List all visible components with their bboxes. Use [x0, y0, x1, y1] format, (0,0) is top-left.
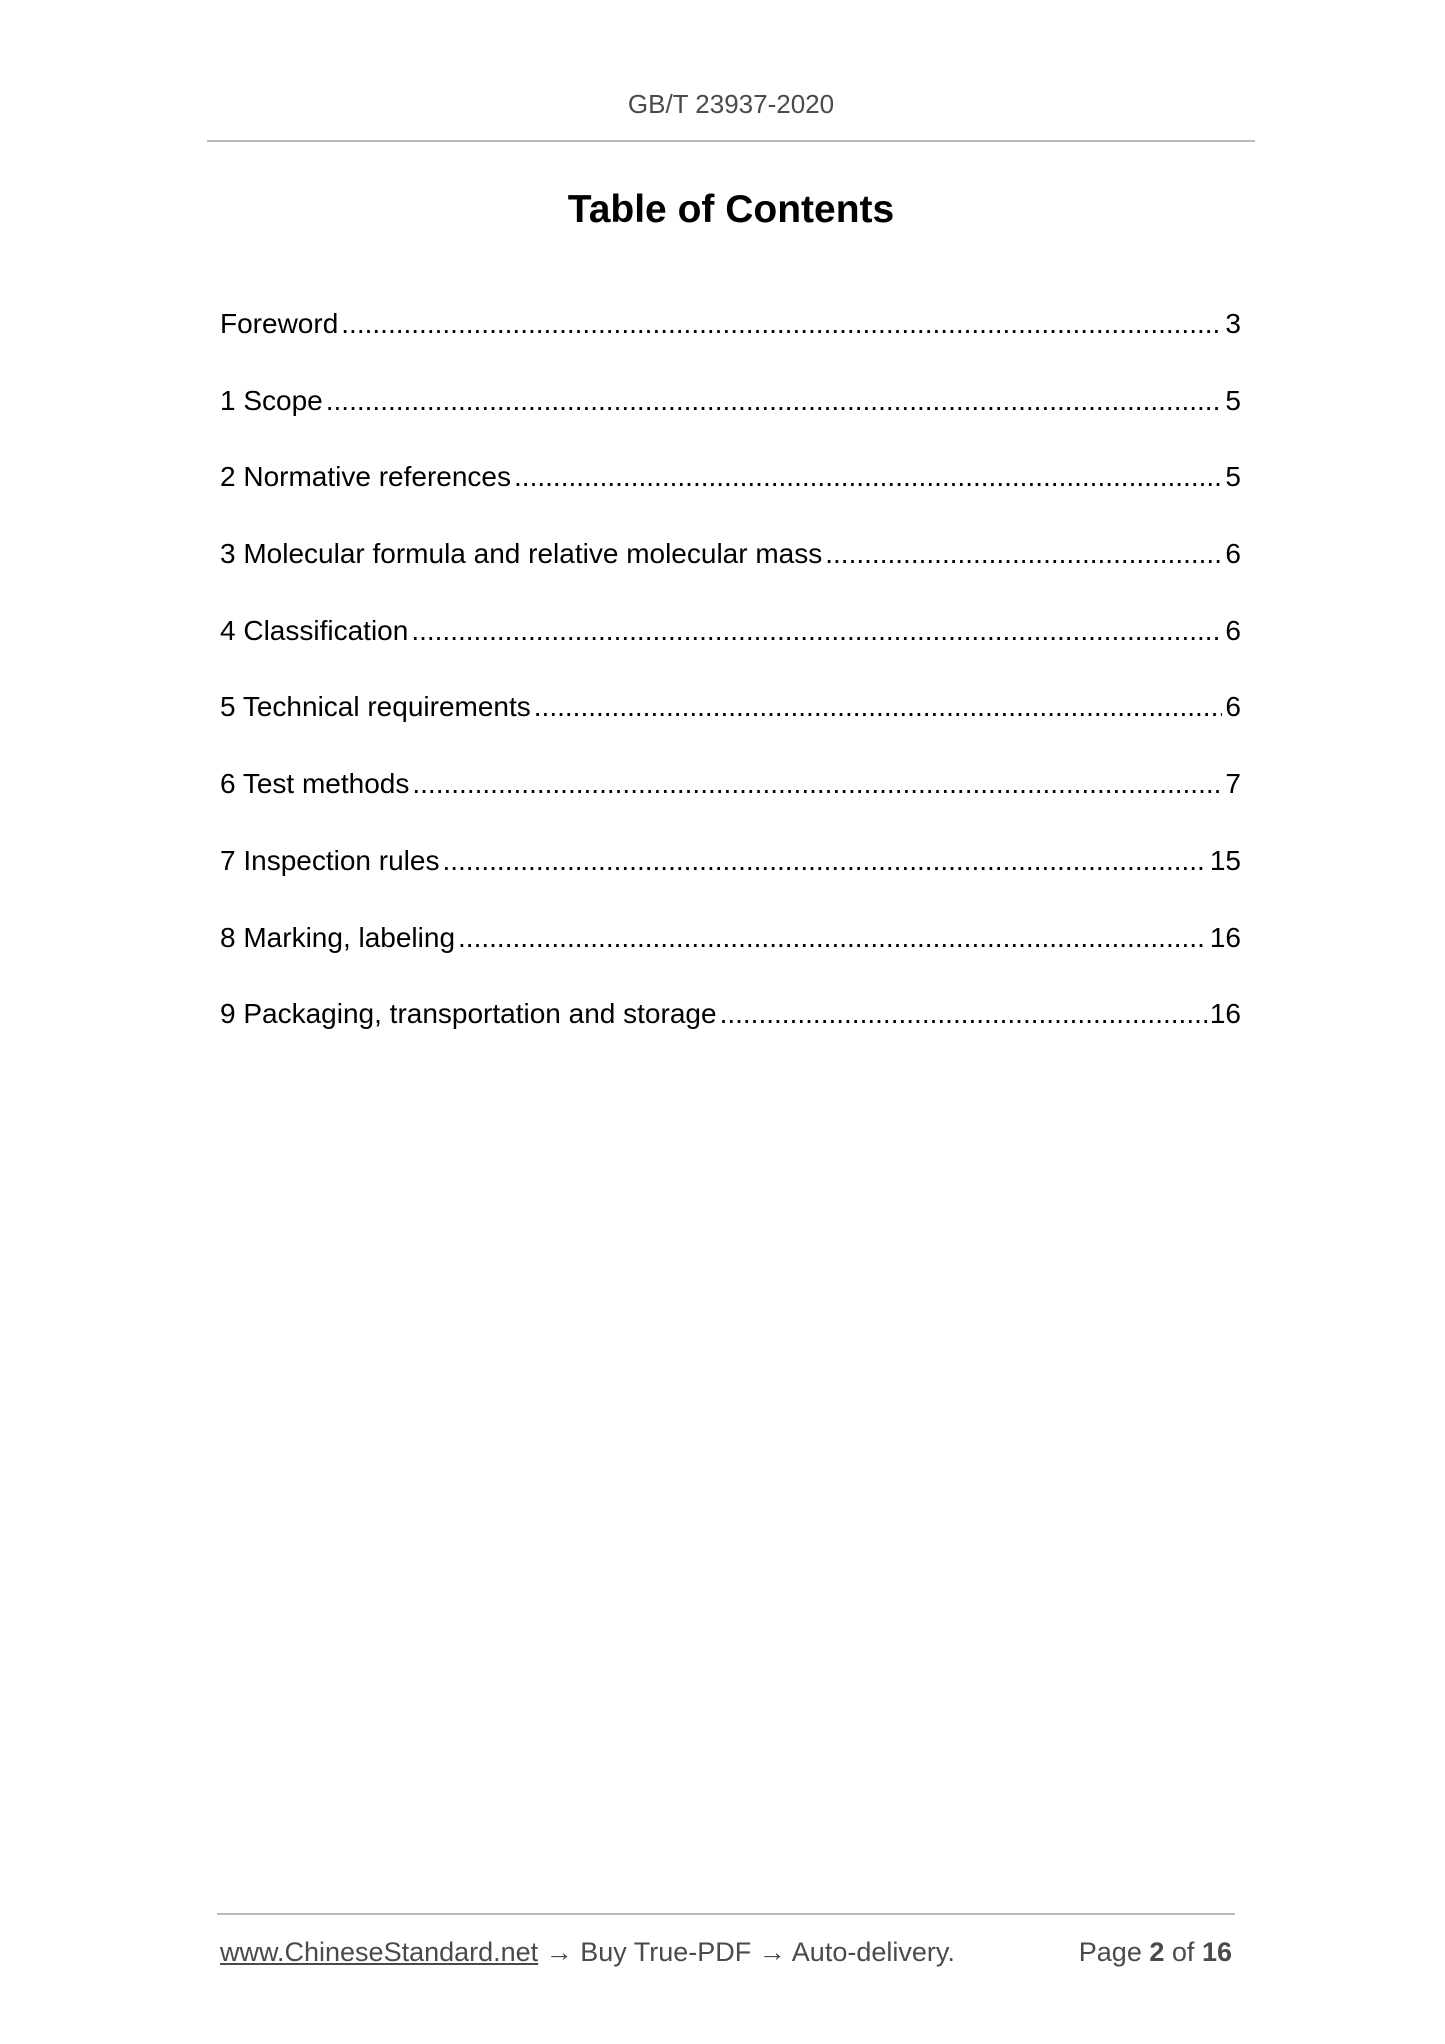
toc-entry-page: 6	[1225, 538, 1241, 570]
arrow-right-icon: →	[545, 1937, 573, 1967]
toc-entry-label: 2 Normative references	[220, 461, 512, 493]
auto-delivery-text: Auto-delivery.	[791, 1937, 955, 1967]
page-footer	[220, 1932, 1232, 1972]
toc-entry-test-methods[interactable]	[220, 764, 1241, 841]
toc-dot-leader	[341, 304, 1222, 344]
toc-dot-leader	[534, 687, 1223, 727]
header-divider	[207, 140, 1255, 142]
toc-entry-foreword[interactable]	[220, 304, 1241, 381]
toc-dot-leader	[326, 381, 1223, 421]
toc-entry-page: 7	[1225, 768, 1241, 800]
current-page: 2	[1149, 1937, 1165, 1967]
toc-entry-page: 16	[1209, 921, 1241, 953]
toc-entry-page: 6	[1225, 691, 1241, 723]
table-of-contents	[220, 304, 1241, 1071]
toc-entry-label: 8 Marking, labeling	[220, 921, 456, 953]
toc-dot-leader	[411, 611, 1222, 651]
toc-entry-label: 5 Technical requirements	[220, 691, 531, 723]
toc-dot-leader	[825, 534, 1222, 574]
toc-entry-scope[interactable]	[220, 381, 1241, 458]
toc-dot-leader	[720, 994, 1207, 1034]
toc-entry-label: 3 Molecular formula and relative molecular mass	[220, 538, 823, 570]
toc-entry-page: 16	[1209, 998, 1241, 1030]
toc-entry-label: 6 Test methods	[220, 768, 410, 800]
toc-entry-page: 5	[1225, 384, 1241, 416]
toc-dot-leader	[458, 918, 1207, 958]
toc-entry-page: 5	[1225, 461, 1241, 493]
toc-entry-packaging[interactable]	[220, 994, 1241, 1071]
toc-dot-leader	[412, 764, 1222, 804]
toc-entry-molecular-formula[interactable]	[220, 534, 1241, 611]
page-word: Page	[1078, 1937, 1142, 1967]
page-number	[1079, 1932, 1232, 1972]
of-word: of	[1171, 1937, 1195, 1967]
toc-entry-normative-references[interactable]	[220, 457, 1241, 534]
toc-entry-label: 7 Inspection rules	[220, 844, 440, 876]
document-code-header: GB/T 23937-2020	[627, 89, 835, 119]
toc-entry-classification[interactable]	[220, 611, 1241, 688]
buy-true-pdf-text: Buy True-PDF	[580, 1937, 752, 1967]
footer-promo	[220, 1932, 955, 1972]
total-pages: 16	[1201, 1937, 1232, 1967]
toc-entry-label: 4 Classification	[220, 614, 409, 646]
site-link[interactable]: www.ChineseStandard.net	[220, 1937, 539, 1967]
toc-entry-technical-requirements[interactable]	[220, 687, 1241, 764]
toc-entry-page: 15	[1209, 844, 1241, 876]
toc-dot-leader	[514, 457, 1222, 497]
toc-entry-inspection-rules[interactable]	[220, 841, 1241, 918]
toc-entry-label: Foreword	[220, 308, 339, 339]
page-title: Table of Contents	[567, 188, 895, 231]
toc-entry-label: 9 Packaging, transportation and storage	[220, 998, 717, 1030]
arrow-right-icon: →	[758, 1937, 786, 1967]
toc-entry-page: 3	[1225, 308, 1241, 339]
toc-entry-page: 6	[1225, 614, 1241, 646]
toc-entry-label: 1 Scope	[220, 384, 323, 416]
toc-entry-marking-labeling[interactable]	[220, 918, 1241, 995]
toc-dot-leader	[442, 841, 1206, 881]
footer-divider	[217, 1913, 1235, 1915]
